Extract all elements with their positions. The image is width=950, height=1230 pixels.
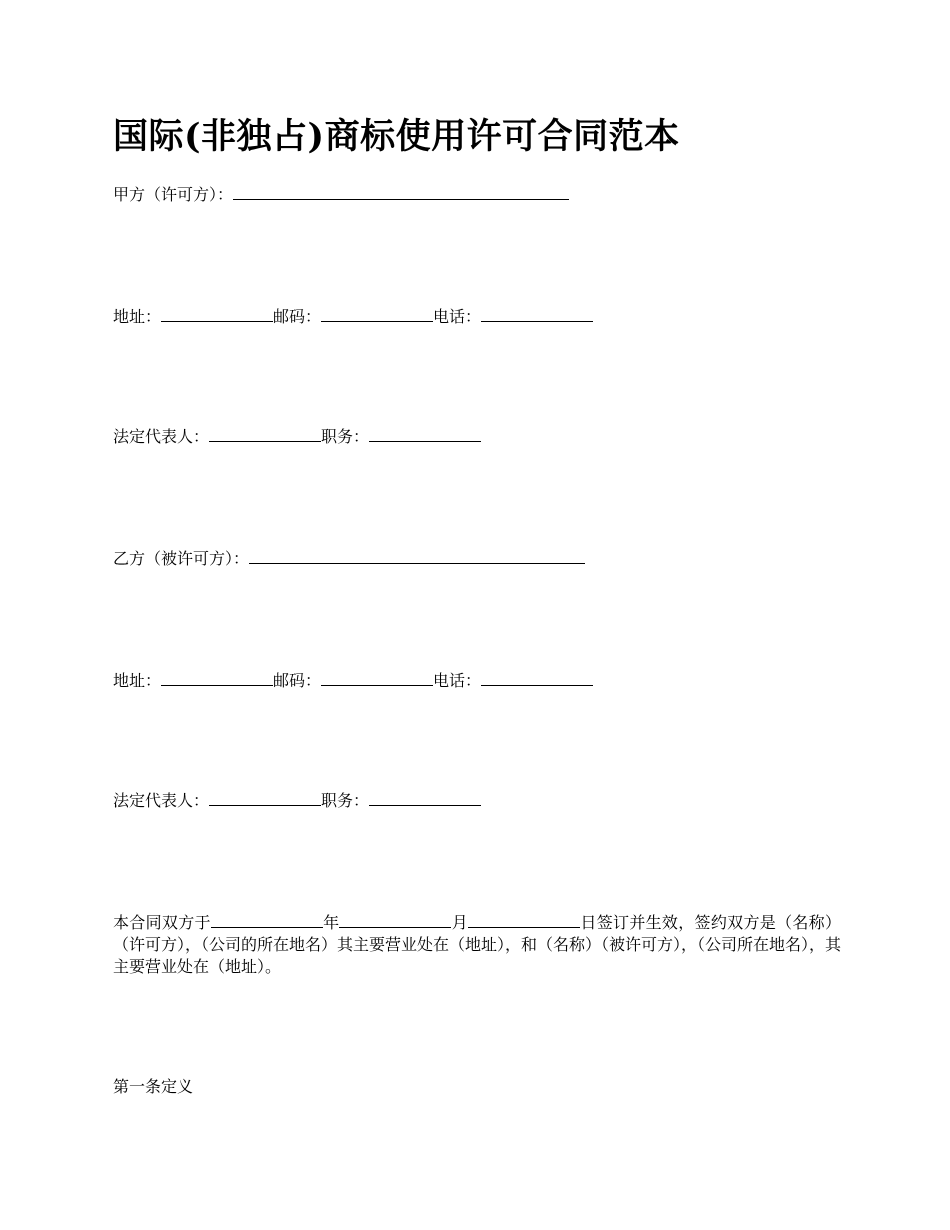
party-a-position-blank bbox=[369, 427, 481, 442]
party-a-address-label: 地址： bbox=[113, 307, 162, 326]
party-b-postcode-label: 邮码： bbox=[273, 671, 322, 690]
party-b-contact-line bbox=[113, 670, 593, 692]
day-blank bbox=[468, 913, 580, 928]
party-a-phone-label: 电话： bbox=[433, 307, 482, 326]
party-b-label: 乙方（被许可方）： bbox=[113, 549, 250, 568]
party-b-line bbox=[113, 548, 585, 570]
year-blank bbox=[211, 913, 323, 928]
party-b-rep-label: 法定代表人： bbox=[113, 791, 210, 810]
party-b-position-label: 职务： bbox=[321, 791, 370, 810]
party-a-postcode-label: 邮码： bbox=[273, 307, 322, 326]
party-b-phone-blank bbox=[481, 671, 593, 686]
party-a-rep-label: 法定代表人： bbox=[113, 427, 210, 446]
party-b-address-blank bbox=[161, 671, 273, 686]
month-blank bbox=[339, 913, 451, 928]
party-b-address-label: 地址： bbox=[113, 671, 162, 690]
party-a-line bbox=[113, 184, 569, 206]
preamble-part2: 日签订并生效，签约双方是（名称）（许可方），（公司的所在地名）其主要营业处在（地址），和（名称）（被许可方），（公司所在地名），其主要营业处在（地址）。 bbox=[113, 913, 842, 976]
party-b-name-blank bbox=[249, 549, 585, 564]
party-a-phone-blank bbox=[481, 307, 593, 322]
party-a-rep-blank bbox=[209, 427, 321, 442]
party-a-postcode-blank bbox=[321, 307, 433, 322]
preamble-paragraph bbox=[113, 912, 841, 978]
party-b-rep-blank bbox=[209, 791, 321, 806]
year-label: 年 bbox=[322, 913, 340, 932]
month-label: 月 bbox=[451, 913, 469, 932]
party-a-label: 甲方（许可方）： bbox=[113, 185, 234, 204]
party-a-position-label: 职务： bbox=[321, 427, 370, 446]
preamble-part1: 本合同双方于 bbox=[113, 913, 211, 932]
party-b-position-blank bbox=[369, 791, 481, 806]
party-a-name-blank bbox=[233, 185, 569, 200]
document-title: 国际(非独占)商标使用许可合同范本 bbox=[113, 116, 680, 157]
article-1-heading: 第一条定义 bbox=[113, 1077, 194, 1096]
party-b-rep-line bbox=[113, 790, 481, 812]
party-a-contact-line bbox=[113, 306, 593, 328]
party-b-postcode-blank bbox=[321, 671, 433, 686]
party-a-address-blank bbox=[161, 307, 273, 322]
party-b-phone-label: 电话： bbox=[433, 671, 482, 690]
party-a-rep-line bbox=[113, 426, 481, 448]
